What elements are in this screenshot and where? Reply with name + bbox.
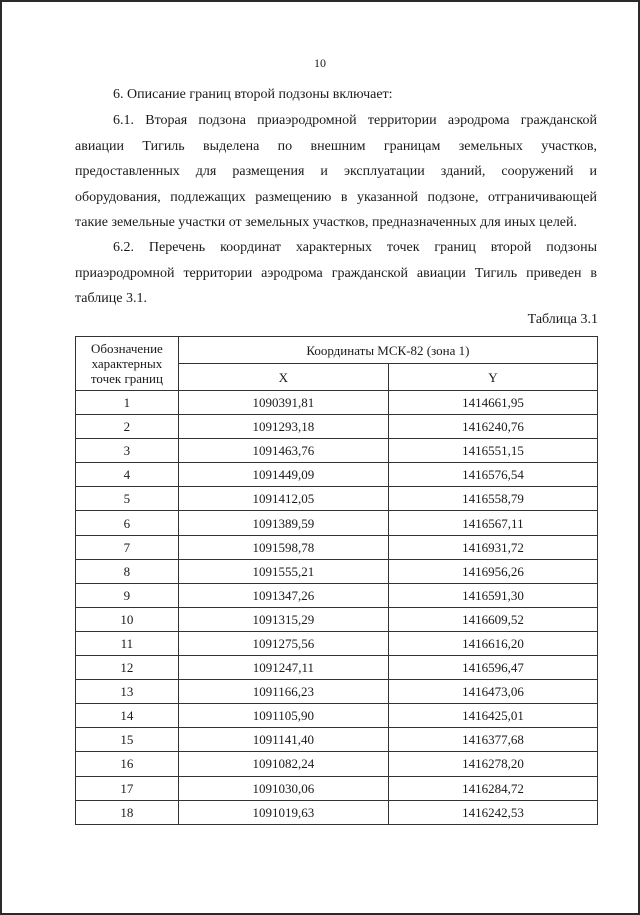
table-row	[76, 559, 598, 583]
cell-y: 1416616,20	[388, 631, 597, 655]
table-row	[76, 631, 598, 655]
table-row	[76, 535, 598, 559]
cell-y: 1416425,01	[388, 704, 597, 728]
cell-x: 1091412,05	[178, 487, 388, 511]
cell-x: 1091105,90	[178, 704, 388, 728]
cell-x: 1091315,29	[178, 607, 388, 631]
table-row	[76, 776, 598, 800]
cell-point: 11	[76, 631, 179, 655]
cell-y: 1416551,15	[388, 439, 597, 463]
page-border-left	[0, 0, 2, 915]
table-row	[76, 511, 598, 535]
table-caption: Таблица 3.1	[527, 312, 598, 327]
cell-x: 1091019,63	[178, 800, 388, 824]
cell-y: 1416956,26	[388, 559, 597, 583]
table-row	[76, 463, 598, 487]
table-body	[76, 391, 598, 825]
table-row	[76, 680, 598, 704]
table-row	[76, 439, 598, 463]
cell-point: 7	[76, 535, 179, 559]
table-row	[76, 415, 598, 439]
section-heading: 6. Описание границ второй подзоны включает:	[113, 87, 393, 102]
table-row	[76, 752, 598, 776]
cell-x: 1091166,23	[178, 680, 388, 704]
cell-x: 1091141,40	[178, 728, 388, 752]
table-row	[76, 704, 598, 728]
cell-point: 15	[76, 728, 179, 752]
cell-point: 14	[76, 704, 179, 728]
page-number: 10	[314, 56, 326, 70]
cell-x: 1091598,78	[178, 535, 388, 559]
page-border-top	[0, 0, 640, 2]
cell-point: 3	[76, 439, 179, 463]
cell-y: 1416931,72	[388, 535, 597, 559]
cell-point: 4	[76, 463, 179, 487]
cell-point: 16	[76, 752, 179, 776]
cell-y: 1416591,30	[388, 583, 597, 607]
cell-x: 1091247,11	[178, 656, 388, 680]
cell-point: 12	[76, 656, 179, 680]
cell-x: 1091293,18	[178, 415, 388, 439]
cell-y: 1416473,06	[388, 680, 597, 704]
header-y: Y	[388, 364, 597, 391]
header-x: X	[178, 364, 388, 391]
table-row	[76, 487, 598, 511]
cell-y: 1416284,72	[388, 776, 597, 800]
cell-x: 1090391,81	[178, 391, 388, 415]
cell-x: 1091030,06	[178, 776, 388, 800]
coordinates-table	[75, 336, 598, 825]
cell-x: 1091389,59	[178, 511, 388, 535]
cell-y: 1416278,20	[388, 752, 597, 776]
cell-point: 2	[76, 415, 179, 439]
cell-y: 1416576,54	[388, 463, 597, 487]
cell-y: 1416242,53	[388, 800, 597, 824]
cell-y: 1414661,95	[388, 391, 597, 415]
table-row	[76, 607, 598, 631]
table-row	[76, 800, 598, 824]
cell-y: 1416609,52	[388, 607, 597, 631]
cell-point: 5	[76, 487, 179, 511]
cell-point: 18	[76, 800, 179, 824]
cell-x: 1091555,21	[178, 559, 388, 583]
cell-point: 13	[76, 680, 179, 704]
cell-point: 10	[76, 607, 179, 631]
cell-y: 1416558,79	[388, 487, 597, 511]
header-point: Обозначение характерных точек границ	[76, 337, 179, 391]
cell-y: 1416567,11	[388, 511, 597, 535]
cell-x: 1091347,26	[178, 583, 388, 607]
cell-y: 1416240,76	[388, 415, 597, 439]
cell-x: 1091449,09	[178, 463, 388, 487]
table-row	[76, 583, 598, 607]
cell-x: 1091082,24	[178, 752, 388, 776]
cell-point: 8	[76, 559, 179, 583]
cell-point: 9	[76, 583, 179, 607]
table-row	[76, 391, 598, 415]
cell-x: 1091463,76	[178, 439, 388, 463]
cell-point: 6	[76, 511, 179, 535]
cell-x: 1091275,56	[178, 631, 388, 655]
cell-point: 1	[76, 391, 179, 415]
table-row	[76, 728, 598, 752]
paragraph-6-1: 6.1. Вторая подзона приаэродромной территории аэродрома гражданской авиации Тигиль выделена по внешним границам земельных участков, предоставленных для размещения и эксплуатации зданий, сооружений и оборудования, подлежащих размещению в указанной подзоне, отграничивающей такие земельные участки от земельных участков, предназначенных для иных целей.	[75, 113, 597, 230]
cell-point: 17	[76, 776, 179, 800]
table-row	[76, 656, 598, 680]
header-coordinates: Координаты МСК-82 (зона 1)	[178, 337, 597, 364]
paragraph-6-2: 6.2. Перечень координат характерных точек границ второй подзоны приаэродромной территории аэродрома гражданской авиации Тигиль приведен в таблице 3.1.	[75, 240, 597, 306]
cell-y: 1416377,68	[388, 728, 597, 752]
cell-y: 1416596,47	[388, 656, 597, 680]
